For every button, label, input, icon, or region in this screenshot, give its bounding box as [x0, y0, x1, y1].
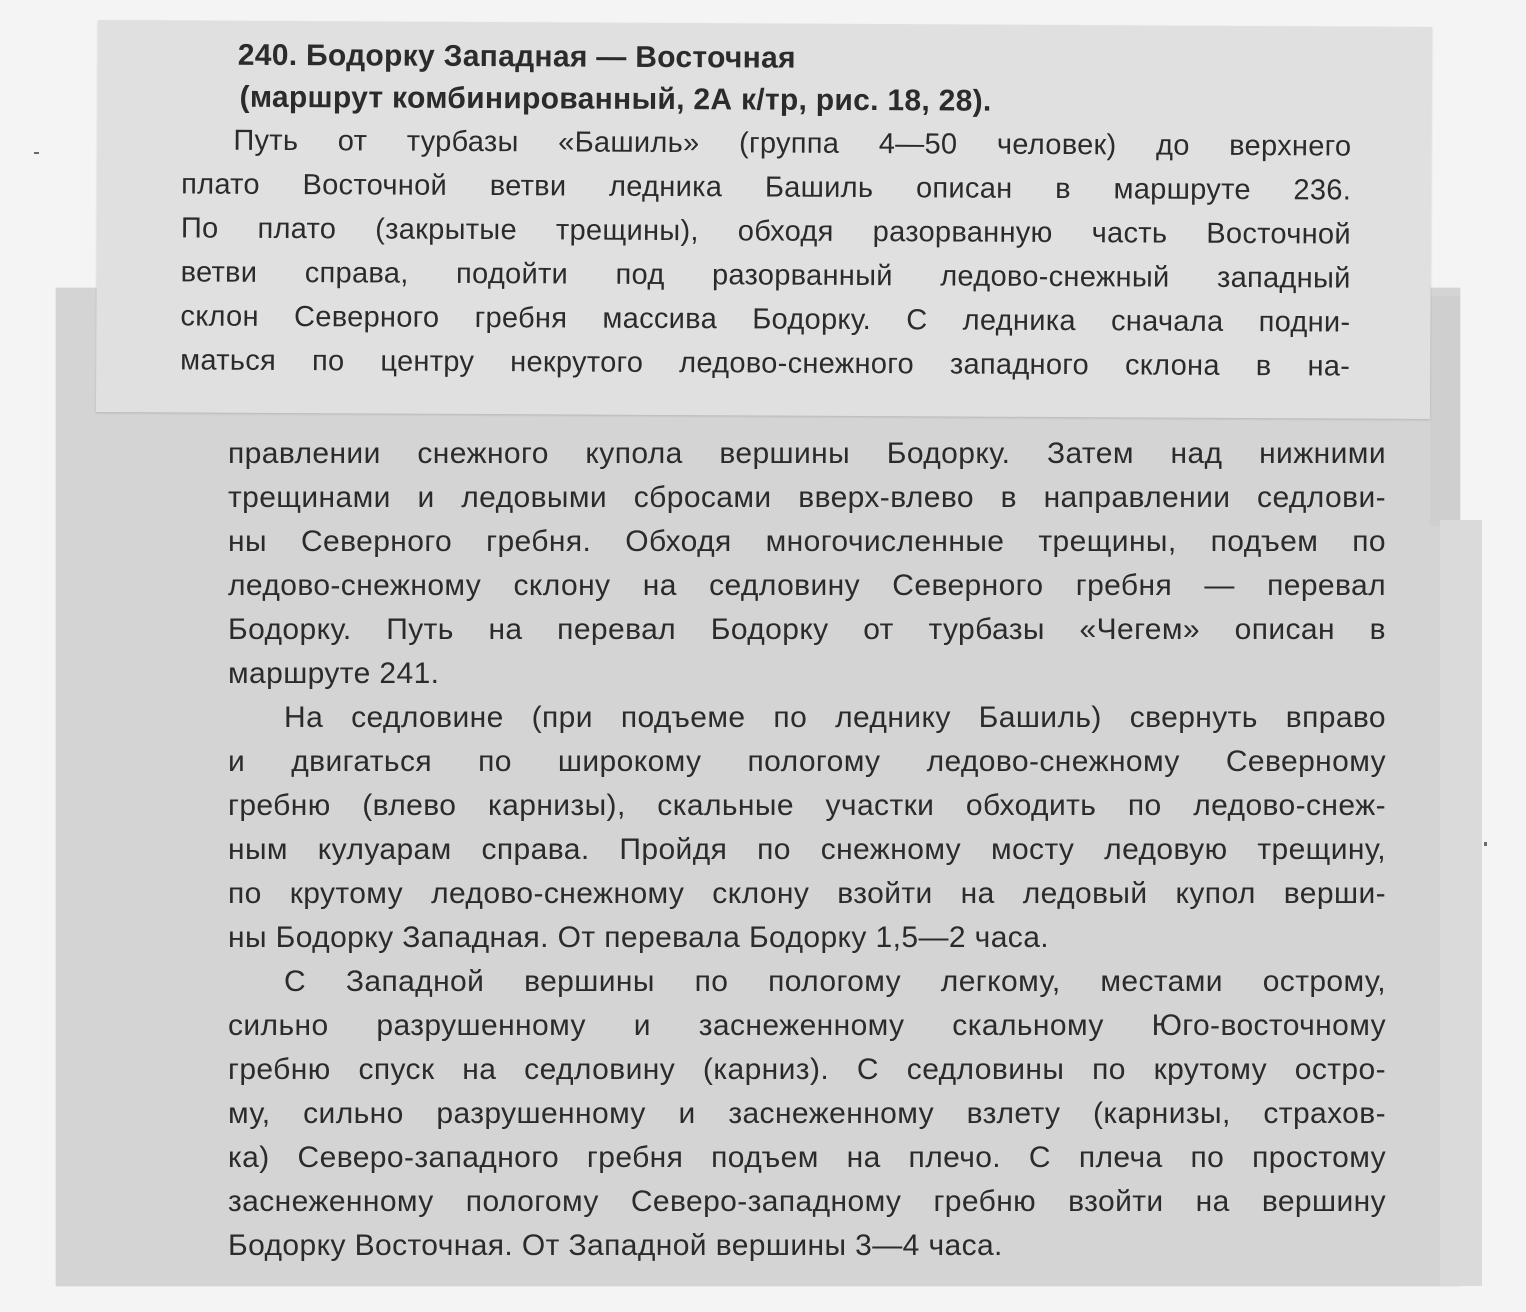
text-line: Бодорку Восточная. От Западной вершины 3—4 часа.	[228, 1229, 1003, 1262]
text-line: С Западной вершины по пологому легкому, местами острому,	[284, 965, 1386, 998]
front-clipping	[96, 20, 1432, 419]
text-line: плато Восточной ветви ледника Башиль описан в маршруте 236.	[181, 168, 1352, 207]
front-paragraph	[180, 118, 1351, 388]
text-line: и двигаться по широкому пологому ледово-снежному Северному	[228, 745, 1386, 778]
text-line: ны Бодорку Западная. От перевала Бодорку 1,5—2 часа.	[228, 921, 1050, 954]
text-line: ка) Северо-западного гребня подъем на плечо. С плеча по простому	[228, 1141, 1386, 1174]
text-line: правлении снежного купола вершины Бодорку. Затем над нижними	[228, 437, 1386, 470]
stray-mark	[1484, 842, 1487, 846]
text-line: му, сильно разрушенному и заснеженному взлету (карнизы, страхов-	[228, 1097, 1386, 1130]
text-line: сильно разрушенному и заснеженному скальному Юго-восточному	[228, 1009, 1386, 1042]
third-clipping-edge	[1440, 520, 1482, 1286]
stray-mark	[34, 152, 39, 154]
text-line: На седловине (при подъеме по леднику Башиль) свернуть вправо	[284, 701, 1386, 734]
text-line: Бодорку. Путь на перевал Бодорку от турбазы «Чегем» описан в	[228, 613, 1386, 646]
text-line: ным кулуарам справа. Пройдя по снежному мосту ледовую трещину,	[228, 833, 1386, 866]
text-line: маршруте 241.	[228, 657, 440, 690]
text-line: маться по центру некрутого ледово-снежного западного склона в на-	[180, 344, 1351, 383]
text-line: По плато (закрытые трещины), обходя разорванную часть Восточной	[180, 212, 1351, 251]
text-line: трещинами и ледовыми сбросами вверх-влево в направлении седлови-	[228, 481, 1386, 514]
text-line: по крутому ледово-снежному склону взойти на ледовый купол верши-	[228, 877, 1386, 910]
route-title: 240. Бодорку Западная — Восточная	[237, 38, 796, 75]
text-line: Путь от турбазы «Башиль» (группа 4—50 человек) до верхнего	[233, 124, 1352, 163]
text-line: гребню (влево карнизы), скальные участки обходить по ледово-снеж-	[228, 789, 1386, 822]
route-subtitle: (маршрут комбинированный, 2А к/тр, рис. 18, 28).	[239, 80, 992, 118]
text-line: ны Северного гребня. Обходя многочисленные трещины, подъем по	[228, 525, 1386, 558]
back-clipping-edge	[1430, 296, 1460, 526]
back-clipping-text	[228, 432, 1386, 1268]
front-clipping-text	[180, 34, 1352, 388]
text-line: склон Северного гребня массива Бодорку. С ледника сначала подни-	[180, 300, 1351, 339]
paragraph-2	[228, 696, 1386, 960]
text-line: гребню спуск на седловину (карниз). С седловины по крутому остро-	[228, 1053, 1386, 1086]
text-line: ледово-снежному склону на седловину Северного гребня — перевал	[228, 569, 1386, 602]
text-line: заснеженному пологому Северо-западному гребню взойти на вершину	[228, 1185, 1386, 1218]
text-line: ветви справа, подойти под разорванный ледово-снежный западный	[180, 256, 1351, 295]
paragraph-1	[228, 432, 1386, 696]
paragraph-3	[228, 960, 1386, 1268]
